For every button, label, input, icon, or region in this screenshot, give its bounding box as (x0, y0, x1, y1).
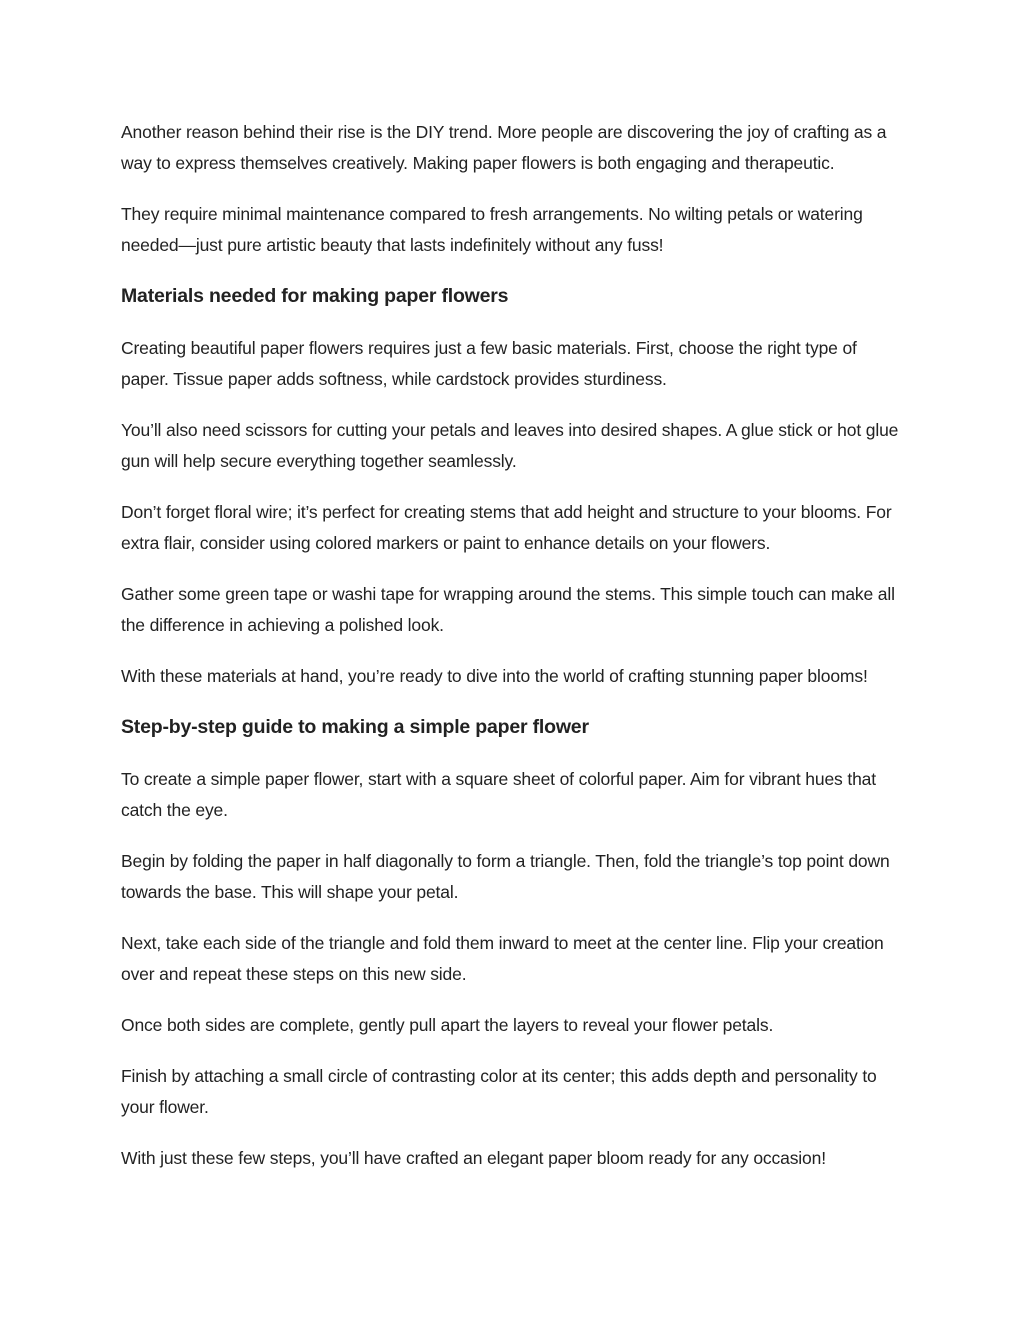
document-page (121, 117, 906, 1194)
guide-paragraph-3: Next, take each side of the triangle and fold them inward to meet at the center line. Flip your creation over and repeat these steps on this new side. (121, 933, 884, 984)
materials-paragraph-4: Gather some green tape or washi tape for wrapping around the stems. This simple touch can make all the difference in achieving a polished look. (121, 584, 895, 635)
guide-paragraph-1: To create a simple paper flower, start with a square sheet of colorful paper. Aim for vibrant hues that catch the eye. (121, 769, 876, 820)
guide-paragraph-2: Begin by folding the paper in half diagonally to form a triangle. Then, fold the triangle’s top point down towards the base. This will shape your petal. (121, 851, 890, 902)
intro-paragraph-2: They require minimal maintenance compared to fresh arrangements. No wilting petals or watering needed—just pure artistic beauty that lasts indefinitely without any fuss! (121, 204, 863, 255)
intro-paragraph-1: Another reason behind their rise is the DIY trend. More people are discovering the joy of crafting as a way to express themselves creatively. Making paper flowers is both engaging and therapeutic. (121, 122, 887, 173)
guide-paragraph-4: Once both sides are complete, gently pull apart the layers to reveal your flower petals. (121, 1015, 774, 1035)
materials-paragraph-5: With these materials at hand, you’re ready to dive into the world of crafting stunning paper blooms! (121, 666, 868, 686)
materials-paragraph-2: You’ll also need scissors for cutting your petals and leaves into desired shapes. A glue stick or hot glue gun will help secure everything together seamlessly. (121, 420, 899, 471)
guide-heading: Step-by-step guide to making a simple paper flower (121, 716, 589, 738)
guide-paragraph-5: Finish by attaching a small circle of contrasting color at its center; this adds depth and personality to your flower. (121, 1066, 877, 1117)
materials-paragraph-3: Don’t forget floral wire; it’s perfect for creating stems that add height and structure to your blooms. For extra flair, consider using colored markers or paint to enhance details on your flowers. (121, 502, 892, 553)
guide-paragraph-6: With just these few steps, you’ll have crafted an elegant paper bloom ready for any occasion! (121, 1148, 826, 1168)
materials-heading: Materials needed for making paper flowers (121, 285, 509, 307)
materials-paragraph-1: Creating beautiful paper flowers requires just a few basic materials. First, choose the right type of paper. Tissue paper adds softness, while cardstock provides sturdiness. (121, 338, 857, 389)
